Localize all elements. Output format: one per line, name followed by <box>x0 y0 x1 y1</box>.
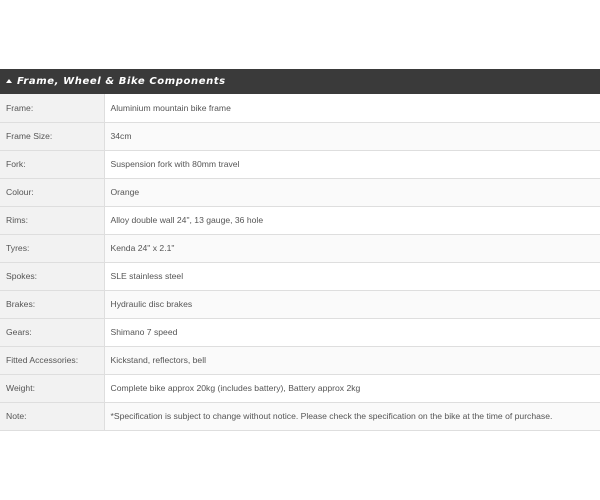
caret-up-icon[interactable] <box>6 79 12 83</box>
spec-label: Tyres: <box>0 234 104 262</box>
spec-row <box>0 346 600 374</box>
spec-label: Frame Size: <box>0 122 104 150</box>
spec-label: Colour: <box>0 178 104 206</box>
spec-value: SLE stainless steel <box>104 262 600 290</box>
spec-label: Weight: <box>0 374 104 402</box>
spec-row <box>0 402 600 430</box>
spec-row <box>0 94 600 122</box>
spec-value: Shimano 7 speed <box>104 318 600 346</box>
spec-label: Spokes: <box>0 262 104 290</box>
spec-label: Brakes: <box>0 290 104 318</box>
spec-value: Hydraulic disc brakes <box>104 290 600 318</box>
spec-label: Rims: <box>0 206 104 234</box>
spec-row <box>0 290 600 318</box>
spec-row <box>0 150 600 178</box>
spec-row <box>0 178 600 206</box>
spec-value: Suspension fork with 80mm travel <box>104 150 600 178</box>
spec-row <box>0 262 600 290</box>
spec-label: Gears: <box>0 318 104 346</box>
spec-label: Note: <box>0 402 104 430</box>
spec-value: Kickstand, reflectors, bell <box>104 346 600 374</box>
spec-row <box>0 234 600 262</box>
spec-row <box>0 206 600 234</box>
spec-value: Orange <box>104 178 600 206</box>
spec-table <box>0 94 600 431</box>
spec-value: Alloy double wall 24", 13 gauge, 36 hole <box>104 206 600 234</box>
spec-row <box>0 374 600 402</box>
spec-value: 34cm <box>104 122 600 150</box>
spec-value: Complete bike approx 20kg (includes battery), Battery approx 2kg <box>104 374 600 402</box>
spec-value: *Specification is subject to change without notice. Please check the specification on the bike at the time of purchase. <box>104 402 600 430</box>
spec-row <box>0 318 600 346</box>
spec-row <box>0 122 600 150</box>
spec-value: Kenda 24" x 2.1" <box>104 234 600 262</box>
spec-panel-title: Frame, Wheel & Bike Components <box>17 76 226 87</box>
spec-value: Aluminium mountain bike frame <box>104 94 600 122</box>
spec-panel <box>0 69 600 431</box>
spec-label: Fork: <box>0 150 104 178</box>
spec-label: Frame: <box>0 94 104 122</box>
spec-panel-header[interactable] <box>0 69 600 94</box>
spec-label: Fitted Accessories: <box>0 346 104 374</box>
